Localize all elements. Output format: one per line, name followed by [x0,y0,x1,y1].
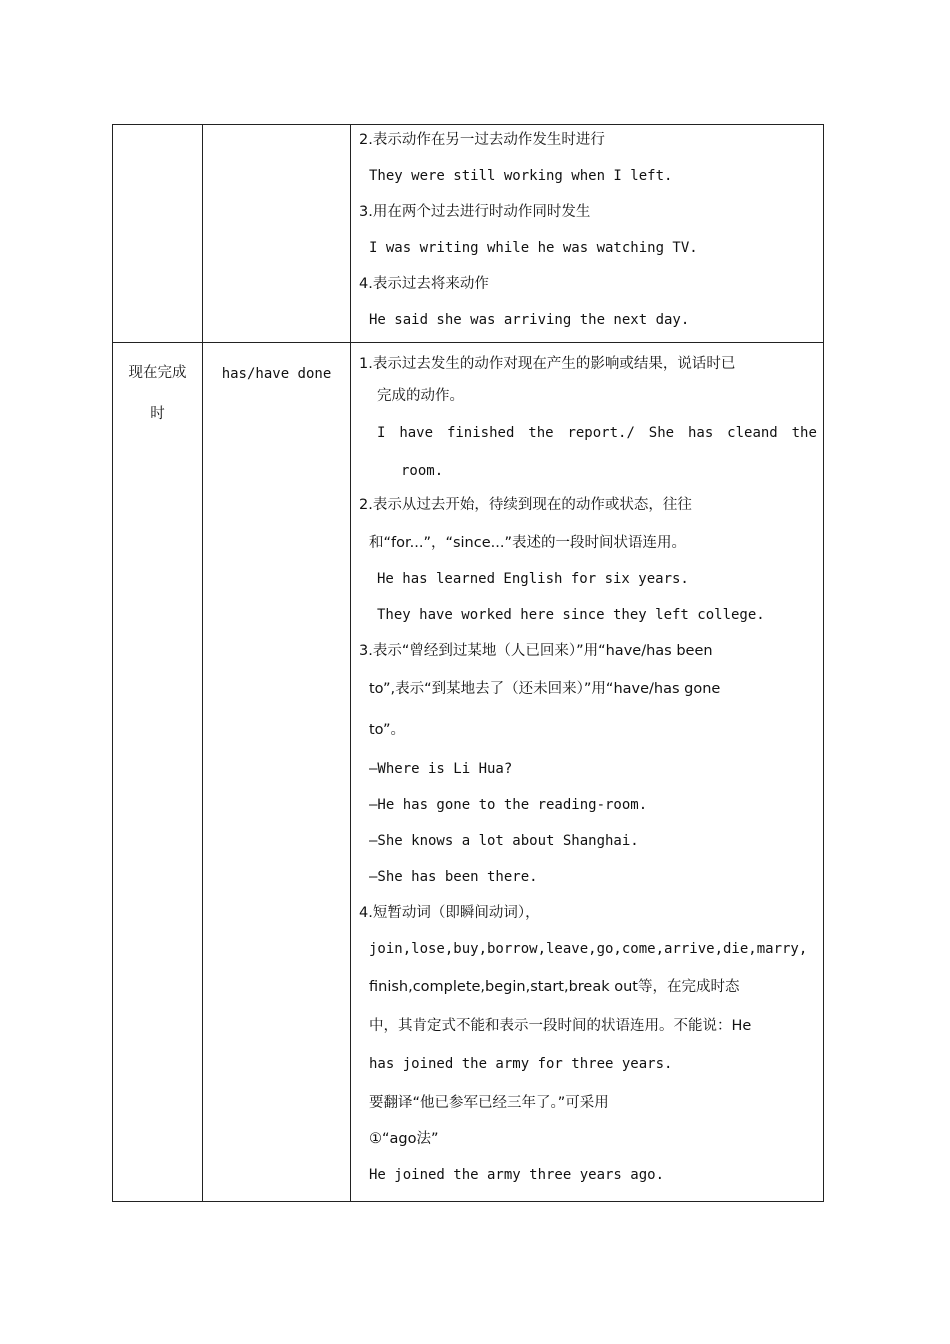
tense-name-cont: 时 [150,406,165,422]
usage-line: 1.表示过去发生的动作对现在产生的影响或结果，说话时已 [359,356,736,372]
usage-line: 要翻译“他已参军已经三年了。”可采用 [369,1095,609,1111]
usage-line: 中，其肯定式不能和表示一段时间的状语连用。不能说：He [369,1018,752,1034]
usage-line: 2.表示从过去开始，待续到现在的动作或状态，往往 [359,497,692,513]
usage-line: 完成的动作。 [377,388,464,404]
example-word: cleand [727,425,778,441]
example-word: finished [446,425,515,441]
form-cell: has/have done [203,343,351,1202]
usage-cell [351,125,824,343]
dialogue-line: —She knows a lot about Shanghai. [369,833,639,849]
example-word: report./ [567,425,635,441]
usage-line: 和“for...”，“since...”表述的一段时间状语连用。 [369,535,686,551]
example-line: I was writing while he was watching TV. [369,240,698,256]
tense-name: 现在完成 [128,365,187,381]
usage-cell [351,343,824,1202]
example-line: room. [401,463,444,479]
table-row [113,125,824,343]
example-line [359,411,817,449]
example-line: He has learned English for six years. [377,571,689,587]
example-word: the [528,425,554,441]
dialogue-line: —She has been there. [369,869,538,885]
table-row [113,343,824,1202]
example-line: He joined the army three years ago. [369,1167,665,1183]
usage-line: 3.表示“曾经到过某地（人已回来）”用“have/has been [359,643,713,659]
example-line: has joined the army for three years. [369,1056,673,1072]
grammar-table [112,124,824,1202]
usage-line: 4.短暂动词（即瞬间动词）， [359,905,540,921]
usage-line: 3.用在两个过去进行时动作同时发生 [359,204,591,220]
example-line: They were still working when I left. [369,168,673,184]
usage-line: ①“ago法” [369,1131,439,1147]
example-word: I [377,425,386,441]
verb-list-line: join,lose,buy,borrow,leave,go,come,arrive,die,marry, [369,941,808,957]
example-word: the [791,425,817,441]
usage-line: to”,表示“到某地去了（还未回来）”用“have/has gone [369,681,721,697]
verb-list-line: finish,complete,begin,start,break out等，在完成时态 [369,979,740,995]
example-word: have [399,425,434,441]
tense-cell [113,125,203,343]
form-cell [203,125,351,343]
example-line: He said she was arriving the next day. [369,312,690,328]
dialogue-line: —Where is Li Hua? [369,761,513,777]
usage-line: 4.表示过去将来动作 [359,276,489,292]
tense-cell [113,343,203,1202]
usage-line: to”。 [369,722,406,738]
usage-line: 2.表示动作在另一过去动作发生时进行 [359,132,605,148]
example-word: She [648,425,675,441]
dialogue-line: —He has gone to the reading-room. [369,797,648,813]
example-word: has [687,425,714,441]
example-line: They have worked here since they left college. [377,607,765,623]
